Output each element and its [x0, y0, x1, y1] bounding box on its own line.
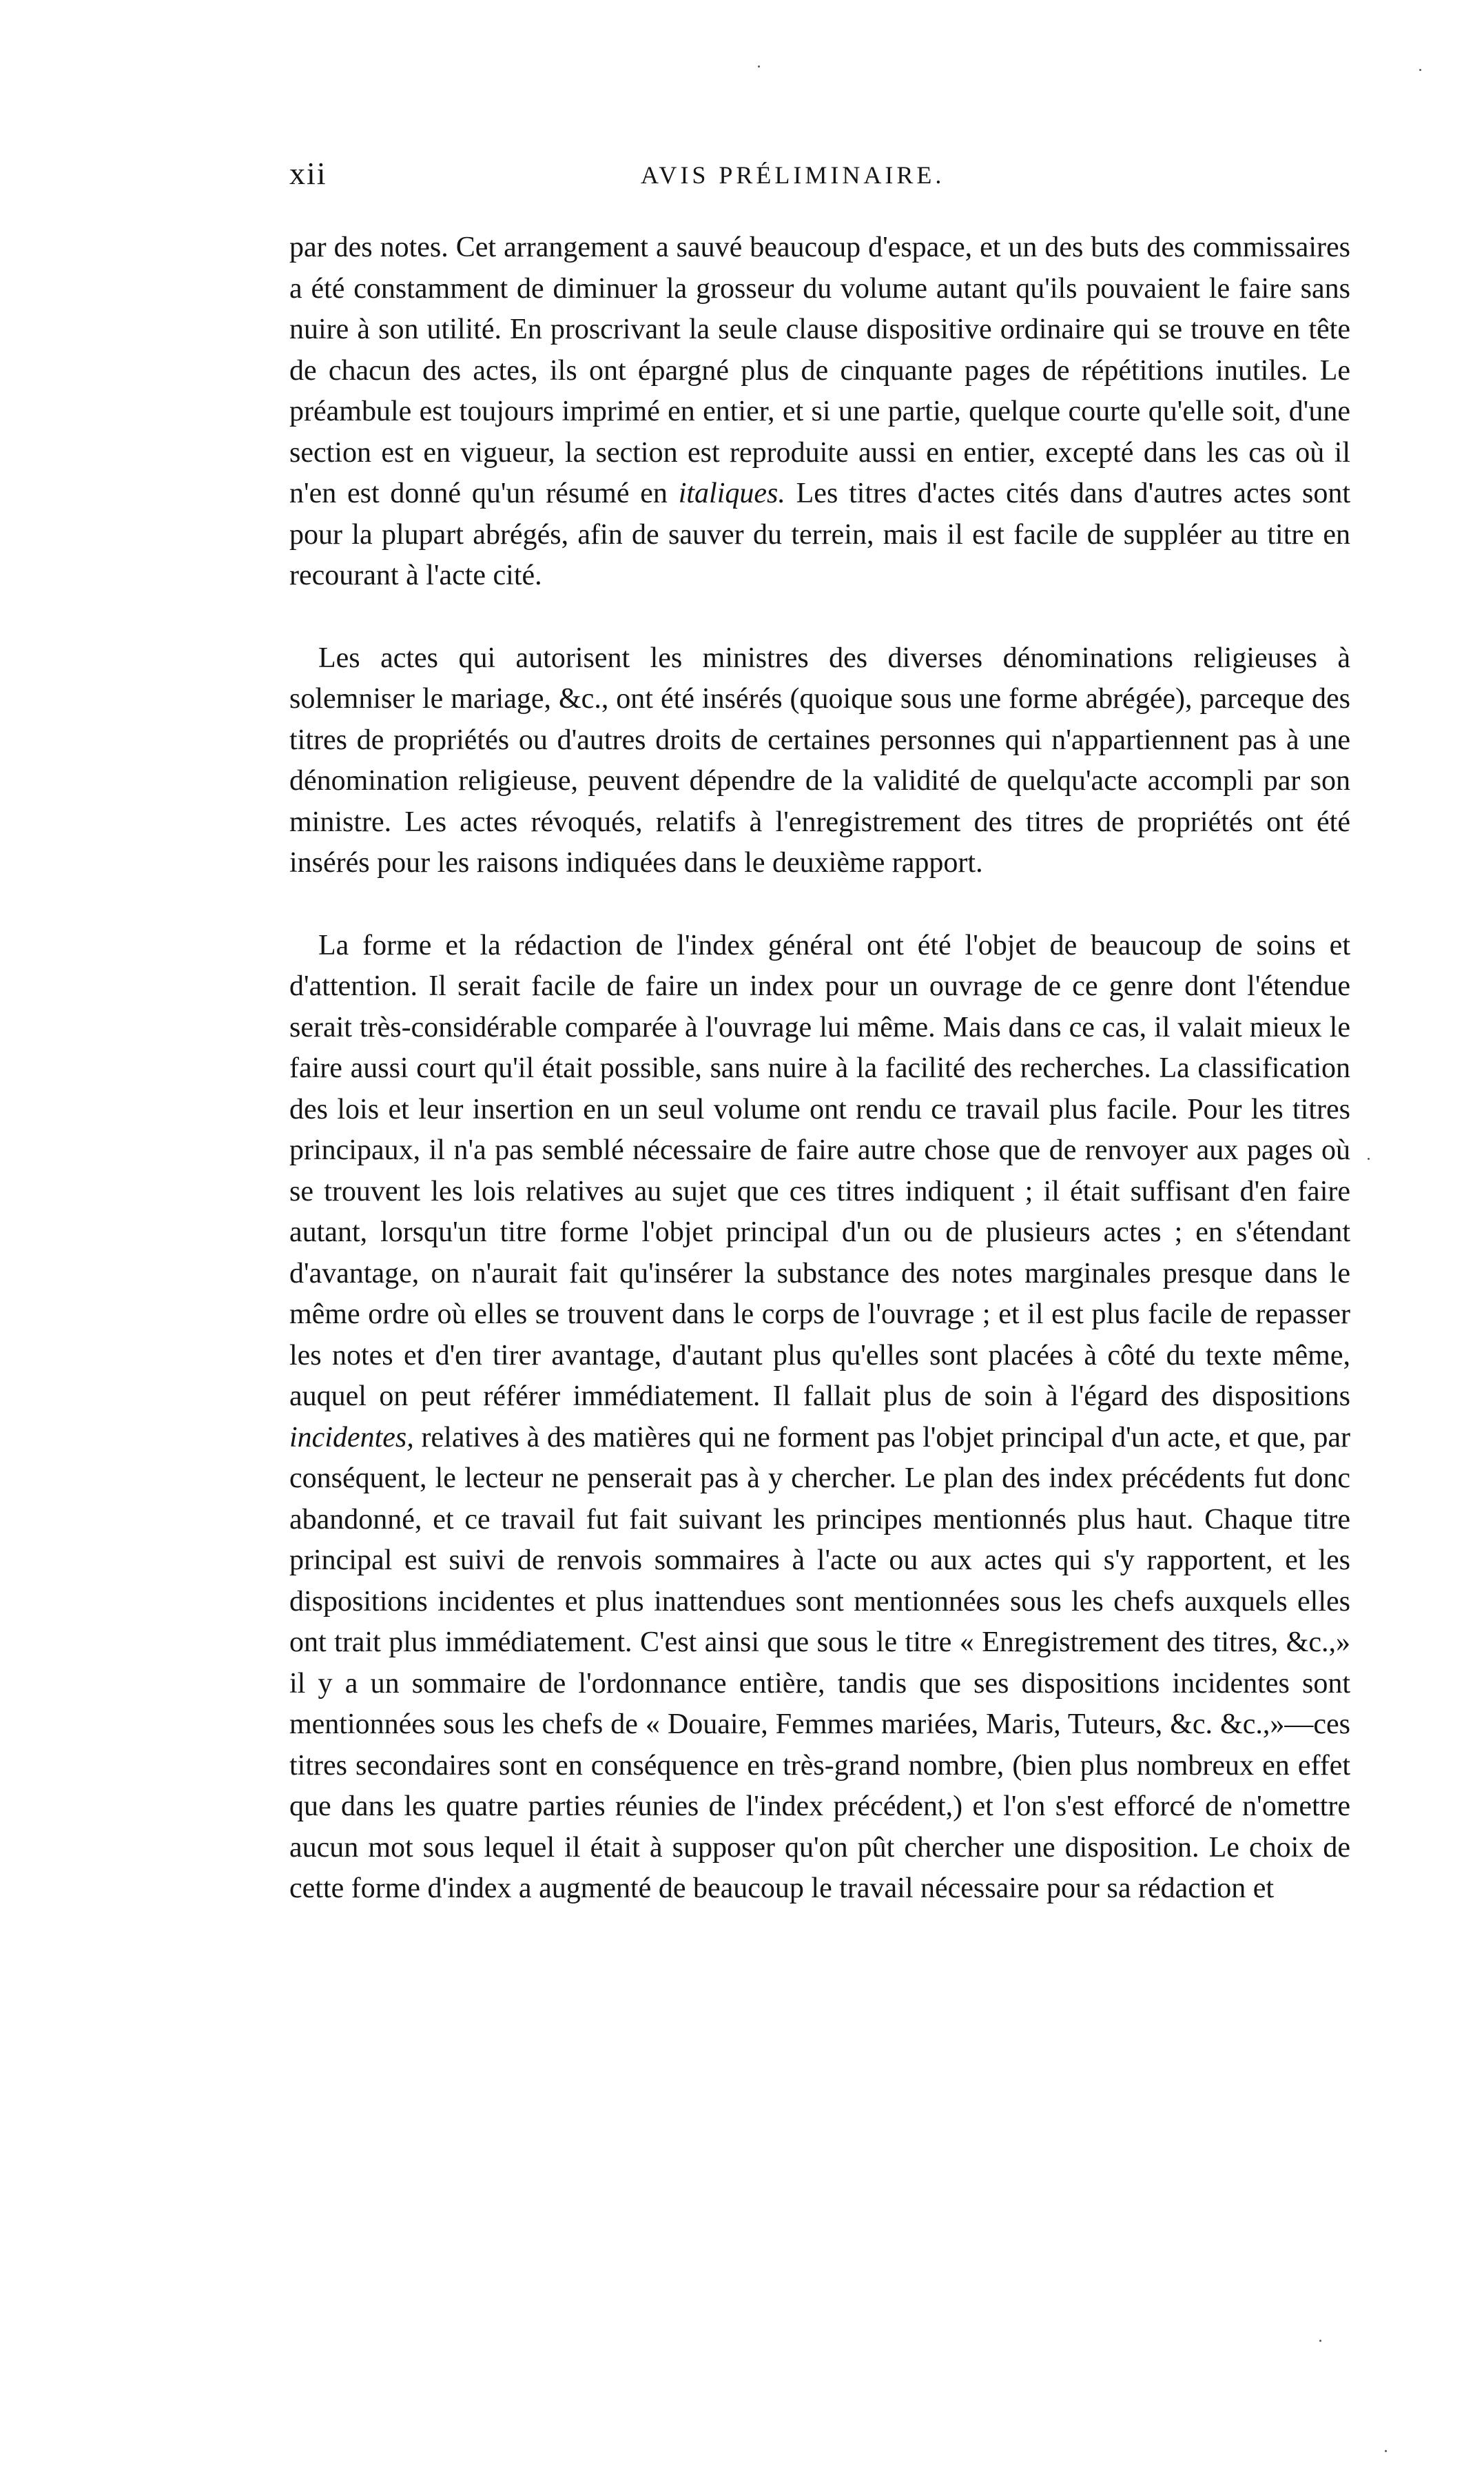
paragraph-text: Les titres d'actes cités dans d'autres actes sont pour la plupart abrégés, afin de sauver du terrein, mais il est facile de suppléer au titre en recourant à l'acte cité.	[289, 478, 1350, 591]
paragraph-text: La forme et la rédaction de l'index général ont été l'objet de beaucoup de soins et d'attention. Il serait facile de faire un index pour un ouvrage de ce genre dont l'étendue serait très-considérable comparée à l'ouvrage lui même. Mais dans ce cas, il valait mieux le faire aussi court qu'il était possible, sans nuire à la facilité des recherches. La classification des lois et leur insertion en un seul volume ont rendu ce travail plus facile. Pour les titres principaux, il n'a pas semblé nécessaire de faire autre chose que de renvoyer aux pages où se trouvent les lois relatives au sujet que ces titres indiquent ; il était suffisant d'en faire autant, lorsqu'un titre forme l'objet principal d'un ou de plusieurs actes ; en s'étendant d'avantage, on n'aurait fait qu'insérer la substance des notes marginales presque dans le même ordre où elles se trouvent dans le corps de l'ouvrage ; et il est plus facile de repasser les notes et d'en tirer avantage, d'autant plus qu'elles sont placées à côté du texte même, auquel on peut référer immédiatement. Il fallait plus de soin à l'égard des dispositions	[289, 929, 1350, 1412]
running-header	[289, 155, 1350, 196]
scan-speck	[1368, 1158, 1370, 1160]
paragraph-1	[289, 227, 1350, 597]
paragraph-3	[289, 926, 1350, 1910]
paragraph-text: relatives à des matières qui ne forment pas l'objet principal d'un acte, et que, par conséquent, le lecteur ne penserait pas à y chercher. Le plan des index précédents fut donc abandonné, et ce travail fut fait suivant les principes mentionnés plus haut. Chaque titre principal est suivi de renvois sommaires à l'acte ou aux actes qui s'y rapportent, et les dispositions incidentes et plus inattendues sont mentionnées sous les chefs auxquels elles ont trait plus immédiatement. C'est ainsi que sous le titre « Enregistrement des titres, &c.,» il y a un sommaire de l'ordonnance entière, tandis que ses dispositions incidentes sont mentionnées sous les chefs de « Douaire, Femmes mariées, Maris, Tuteurs, &c. &c.,»—ces titres secondaires sont en conséquence en très-grand nombre, (bien plus nombreux en effet que dans les quatre parties réunies de l'index précédent,) et l'on s'est efforcé de n'omettre aucun mot sous lequel il était à supposer qu'on pût chercher une disposition. Le choix de cette forme d'index a augmenté de beaucoup le travail nécessaire pour sa rédaction et	[289, 1421, 1350, 1904]
scan-speck	[1385, 2450, 1387, 2452]
paragraph-text: Les actes qui autorisent les ministres des diverses dénominations religieuses à solemniser le mariage, &c., ont été insérés (quoique sous une forme abrégée), parceque des titres de propriétés ou d'autres droits de certaines personnes qui n'appartiennent pas à une dénomination religieuse, peuvent dépendre de la validité de quelqu'acte accompli par son ministre. Les actes révoqués, relatifs à l'enregistrement des titres de propriétés ont été insérés pour les raisons indiquées dans le deuxième rapport.	[289, 642, 1350, 879]
scan-speck	[758, 65, 760, 68]
paragraph-2	[289, 638, 1350, 884]
italic-word: italiques.	[678, 478, 785, 509]
page-number: xii	[289, 156, 327, 191]
scan-speck	[1419, 69, 1421, 71]
body-text	[289, 227, 1350, 1910]
running-title: AVIS PRÉLIMINAIRE.	[641, 161, 945, 189]
italic-word: incidentes,	[289, 1421, 414, 1453]
scan-speck	[1319, 2340, 1321, 2342]
paragraph-text: par des notes. Cet arrangement a sauvé beaucoup d'espace, et un des buts des commissaires a été constamment de diminuer la grosseur du volume autant qu'ils pouvaient le faire sans nuire à son utilité. En proscrivant la seule clause dispositive ordinaire qui se trouve en tête de chacun des actes, ils ont épargné plus de cinquante pages de répétitions inutiles. Le préambule est toujours imprimé en entier, et si une partie, quelque courte qu'elle soit, d'une section est en vigueur, la section est reproduite aussi en entier, excepté dans les cas où il n'en est donné qu'un résumé en	[289, 232, 1350, 509]
